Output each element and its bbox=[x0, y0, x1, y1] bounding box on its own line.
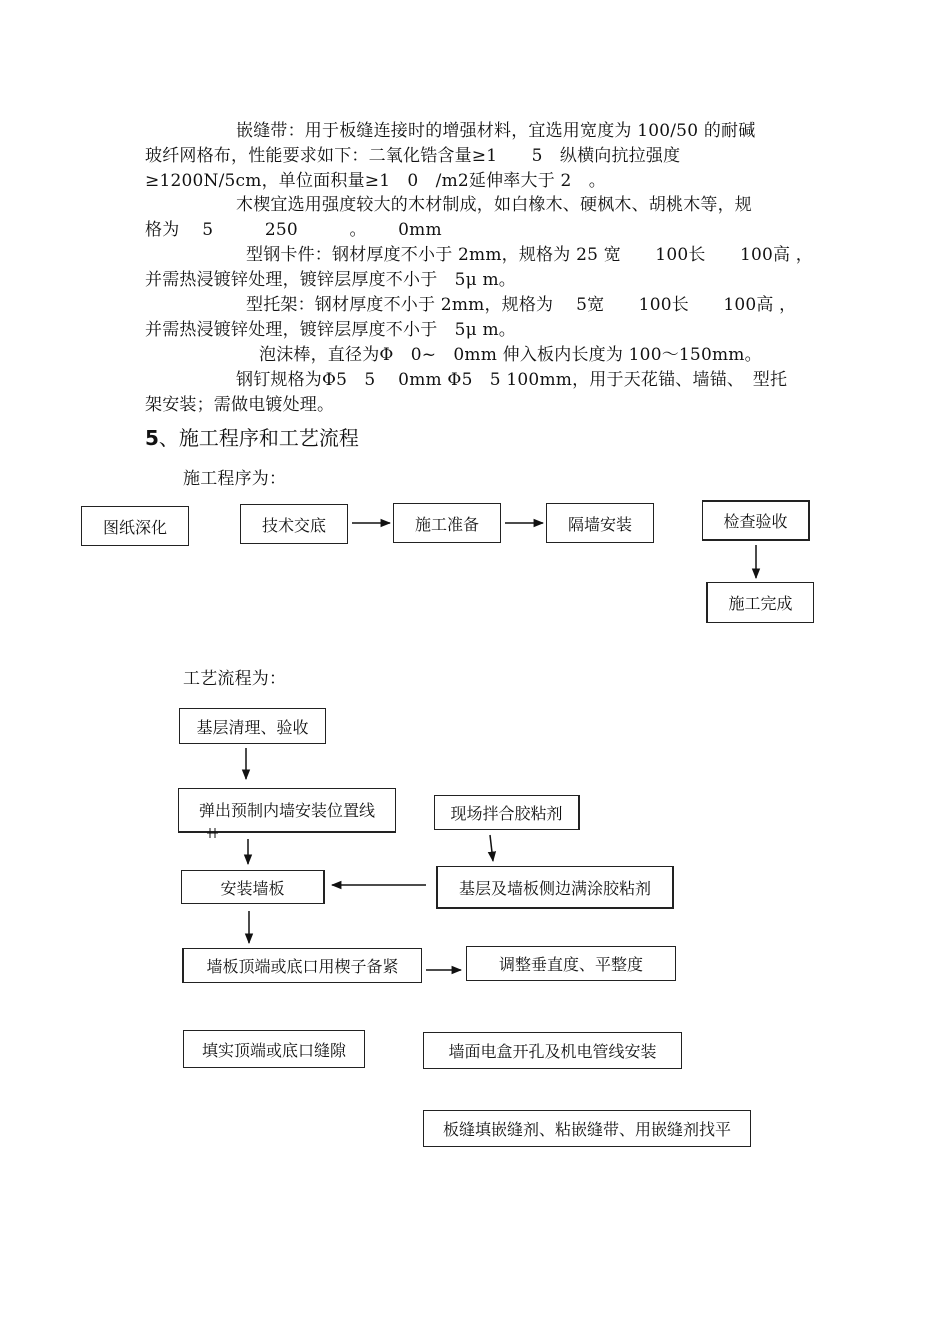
step-drawing-label: 图纸深化 bbox=[102, 517, 167, 537]
step-tech-label: 技术交底 bbox=[261, 515, 326, 535]
proc-base-label: 基层清理、验收 bbox=[196, 717, 309, 737]
spec-line-3: ≥1200N/5cm，单位面积量≥1 0 /m2延伸率大于 2 。 bbox=[145, 171, 606, 191]
proc-glue-apply-label: 基层及墙板侧边满涂胶粘剂 bbox=[458, 878, 651, 898]
spec-line-12: 架安装；需做电镀处理。 bbox=[145, 395, 335, 415]
step-inspect-label: 检查验收 bbox=[723, 512, 788, 531]
spec-line-10: 泡沫棒，直径为Φ 0~ 0mm 伸入板内长度为 100～150mm。 bbox=[259, 345, 762, 365]
spec-line-7: 并需热浸镀锌处理，镀锌层厚度不小于 5μ m。 bbox=[145, 270, 516, 290]
spec-line-2: 玻纤网格布，性能要求如下：二氧化锆含量≥1 5 纵横向抗拉强度 bbox=[145, 146, 681, 166]
proc-box-label: 墙面电盒开孔及机电管线安装 bbox=[448, 1042, 657, 1061]
spec-line-8: 型托架：钢材厚度不小于 2mm，规格为 5宽 100长 100高 ， bbox=[246, 295, 797, 315]
step-done-label: 施工完成 bbox=[728, 594, 793, 613]
proc-seam-label: 板缝填嵌缝剂、粘嵌缝带、用嵌缝剂找平 bbox=[442, 1120, 731, 1139]
proc-fill-label: 填实顶端或底口缝隙 bbox=[201, 1040, 346, 1060]
spec-line-9: 并需热浸镀锌处理，镀锌层厚度不小于 5μ m。 bbox=[145, 320, 516, 340]
process-label: 工艺流程为： bbox=[183, 669, 287, 689]
procedure-label: 施工程序为： bbox=[183, 469, 287, 489]
section-number: 5 bbox=[145, 426, 159, 450]
proc-adjust-label: 调整垂直度、平整度 bbox=[498, 955, 643, 974]
step-prep-label: 施工准备 bbox=[414, 514, 479, 534]
spec-line-6: 型钢卡件：钢材厚度不小于 2mm，规格为 25 宽 100长 100高 ， bbox=[246, 245, 813, 265]
proc-wedge-label: 墙板顶端或底口用楔子备紧 bbox=[206, 957, 399, 976]
spec-line-1: 嵌缝带：用于板缝连接时的增强材料，宜选用宽度为 100/50 的耐碱 bbox=[236, 121, 756, 141]
spec-line-4: 木楔宜选用强度较大的木材制成，如白橡木、硬枫木、胡桃木等，规 bbox=[236, 195, 752, 215]
arrow-mix-to-apply bbox=[490, 835, 493, 861]
section-title: 、施工程序和工艺流程 bbox=[158, 426, 359, 450]
proc-board-label: 安装墙板 bbox=[220, 878, 285, 898]
spec-line-11: 钢钉规格为Φ5 5 0mm Φ5 5 100mm，用于天花锚、墙锚、 型托 bbox=[236, 370, 788, 390]
step-install-label: 隔墙安装 bbox=[567, 514, 632, 534]
proc-line-label: 弹出预制内墙安装位置线 bbox=[198, 801, 375, 820]
spec-line-5: 格为 5 250 。 0mm bbox=[145, 220, 442, 240]
proc-glue-mix-label: 现场拌合胶粘剂 bbox=[450, 804, 563, 823]
